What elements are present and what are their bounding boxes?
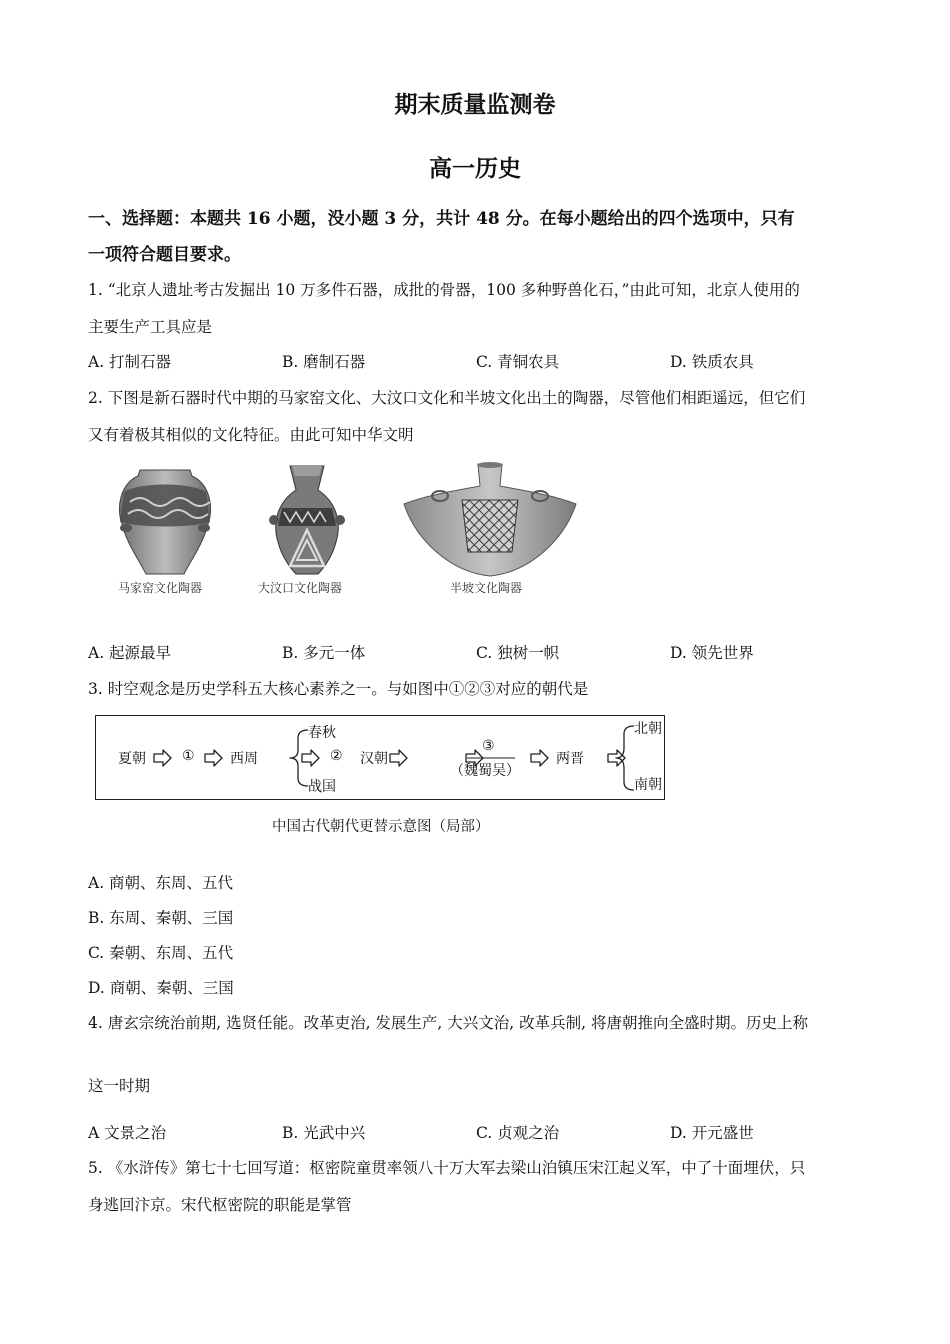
dynasty-diagram	[95, 715, 665, 800]
dynasty-blank-2: ②	[330, 748, 343, 764]
banpo-caption: 半坡文化陶器	[450, 581, 523, 595]
q5-stem-line1: 5. 《水浒传》第七十七回写道：枢密院童贯率领八十万大军去梁山泊镇压宋江起义军，中了十面埋伏，只	[88, 1159, 806, 1177]
q2-stem-line1: 2. 下图是新石器时代中期的马家窑文化、大汶口文化和半坡文化出土的陶器，尽管他们相距遥远，但它们	[88, 389, 806, 407]
dawenkou-pottery-image	[262, 462, 352, 577]
q1-option-d: D. 铁质农具	[670, 353, 754, 371]
dynasty-liangjin: 两晋	[556, 751, 584, 767]
q4-option-a: A 文景之治	[88, 1124, 167, 1142]
dynasty-zhanguo: 战国	[308, 779, 336, 795]
dynasty-three-kingdoms: （魏蜀吴）	[450, 763, 520, 779]
dawenkou-caption: 大汶口文化陶器	[258, 581, 343, 595]
dynasty-xia: 夏朝	[118, 751, 146, 767]
dynasty-nanchao: 南朝	[634, 777, 662, 793]
majiayao-caption: 马家窑文化陶器	[118, 581, 203, 595]
q4-option-c: C. 贞观之治	[476, 1124, 560, 1142]
q4-option-d: D. 开元盛世	[670, 1124, 754, 1142]
dynasty-han: 汉朝	[360, 751, 388, 767]
q1-stem-line1: 1. “北京人遗址考古发掘出 10 万多件石器，成批的骨器，100 多种野兽化石，”由此可知，北京人使用的	[88, 281, 800, 299]
dynasty-xizhou: 西周	[230, 751, 258, 767]
q3-option-d: D. 商朝、秦朝、三国	[88, 979, 234, 997]
q3-option-c: C. 秦朝、东周、五代	[88, 944, 234, 962]
dynasty-blank-3: ③	[482, 738, 495, 754]
majiayao-pottery-image	[110, 462, 220, 577]
q3-option-a: A. 商朝、东周、五代	[88, 874, 234, 892]
q2-stem-line2: 又有着极其相似的文化特征。由此可知中华文明	[88, 426, 414, 444]
dynasty-beichao: 北朝	[634, 721, 662, 737]
dynasty-diagram-caption: 中国古代朝代更替示意图（局部）	[272, 819, 490, 835]
section-instruction-line1: 一、选择题：本题共 16 小题，没小题 3 分，共计 48 分。在每小题给出的四个选项中，只有	[88, 209, 795, 229]
q3-stem-line1: 3. 时空观念是历史学科五大核心素养之一。与如图中①②③对应的朝代是	[88, 680, 589, 698]
dynasty-chunqiu: 春秋	[308, 725, 336, 741]
dynasty-blank-1: ①	[182, 748, 195, 764]
q2-option-c: C. 独树一帜	[476, 644, 560, 662]
section-instruction-line2: 一项符合题目要求。	[88, 245, 241, 265]
q3-option-b: B. 东周、秦朝、三国	[88, 909, 234, 927]
q2-option-d: D. 领先世界	[670, 644, 754, 662]
q1-stem-line2: 主要生产工具应是	[88, 318, 213, 336]
q2-option-b: B. 多元一体	[282, 644, 366, 662]
q4-option-b: B. 光武中兴	[282, 1124, 366, 1142]
exam-subject: 高一历史	[429, 155, 521, 182]
exam-title: 期末质量监测卷	[394, 91, 556, 118]
q1-option-c: C. 青铜农具	[476, 353, 560, 371]
q1-option-a: A. 打制石器	[88, 353, 172, 371]
q5-stem-line2: 身逃回汴京。宋代枢密院的职能是掌管	[88, 1196, 352, 1214]
q4-stem-line2: 这一时期	[88, 1077, 151, 1095]
q4-stem-line1: 4. 唐玄宗统治前期, 选贤任能。改革吏治, 发展生产, 大兴文治, 改革兵制, 将唐朝推向全盛时期。历史上称	[88, 1014, 808, 1032]
banpo-pottery-image	[400, 460, 580, 580]
q2-option-a: A. 起源最早	[88, 644, 172, 662]
q1-option-b: B. 磨制石器	[282, 353, 366, 371]
